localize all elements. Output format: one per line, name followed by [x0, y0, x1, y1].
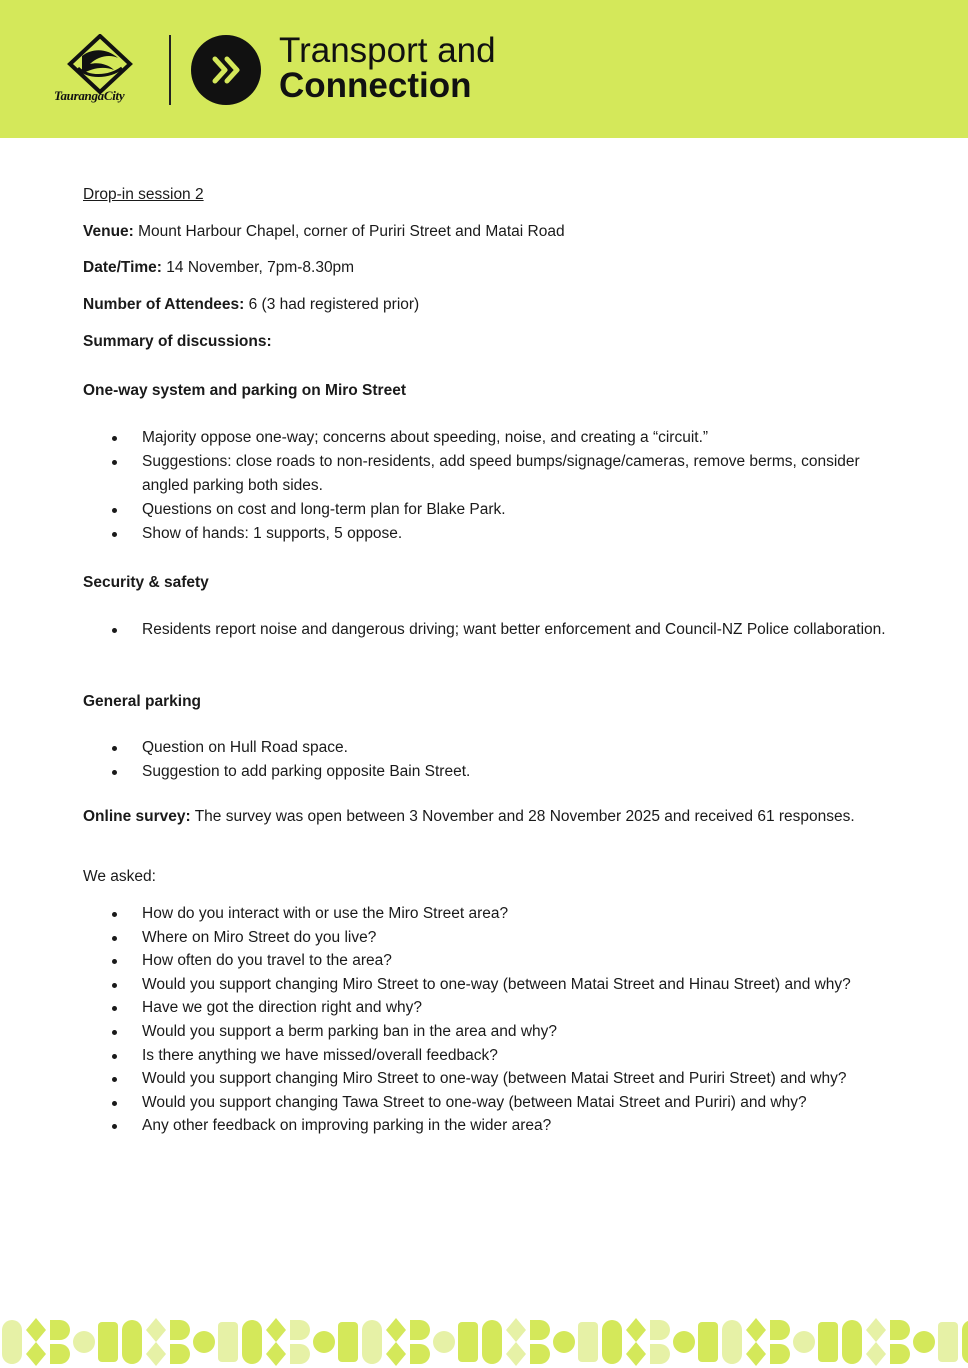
footer-pattern-shape [626, 1318, 646, 1366]
list-item: How often do you travel to the area? [83, 949, 893, 973]
session-heading: Drop-in session 2 [83, 186, 204, 203]
attendees-line [83, 293, 419, 317]
footer-pattern-shape [530, 1320, 550, 1364]
footer-pattern-shape [193, 1331, 215, 1353]
footer-pattern-shape [2, 1320, 22, 1364]
list-item: Any other feedback on improving parking in the wider area? [83, 1114, 893, 1138]
decorative-footer-pattern [0, 1316, 968, 1368]
footer-pattern-shape [433, 1331, 455, 1353]
footer-pattern-shape [362, 1320, 382, 1364]
double-chevron-right-icon [191, 35, 261, 105]
list-item: Questions on cost and long-term plan for Blake Park. [83, 498, 893, 522]
venue-label: Venue: [83, 223, 134, 240]
footer-pattern-shape [458, 1322, 478, 1362]
list-item: Is there anything we have missed/overall feedback? [83, 1044, 893, 1068]
footer-pattern-shape [170, 1320, 190, 1364]
footer-pattern-shape [650, 1320, 670, 1364]
footer-pattern-shape [146, 1318, 166, 1366]
list-item: Have we got the direction right and why? [83, 996, 893, 1020]
footer-pattern-shape [386, 1318, 406, 1366]
header-title-line1: Transport and [279, 31, 496, 70]
datetime-label: Date/Time: [83, 259, 162, 276]
footer-pattern-shape [122, 1320, 142, 1364]
org-name: TaurangaCity [54, 88, 125, 103]
page-header [0, 0, 968, 138]
footer-pattern-shape [338, 1322, 358, 1362]
footer-pattern-shape [890, 1320, 910, 1364]
footer-pattern-shape [938, 1322, 958, 1362]
attendees-value: 6 (3 had registered prior) [244, 296, 420, 313]
section-bullets [83, 426, 893, 546]
footer-pattern-shape [313, 1331, 335, 1353]
venue-value: Mount Harbour Chapel, corner of Puriri Street and Matai Road [133, 223, 565, 240]
list-item: How do you interact with or use the Miro Street area? [83, 902, 893, 926]
footer-pattern-shape [602, 1320, 622, 1364]
footer-pattern-shape [506, 1318, 526, 1366]
section-bullets [83, 618, 893, 642]
venue-line [83, 220, 565, 244]
footer-pattern-shape [866, 1318, 886, 1366]
datetime-line [83, 256, 354, 280]
attendees-label: Number of Attendees: [83, 296, 245, 313]
footer-pattern-shape [98, 1322, 118, 1362]
footer-pattern-shape [962, 1320, 968, 1364]
footer-pattern-shape [913, 1331, 935, 1353]
list-item: Majority oppose one-way; concerns about speeding, noise, and creating a “circuit.” [83, 426, 893, 450]
footer-pattern-shape [770, 1320, 790, 1364]
list-item: Residents report noise and dangerous driving; want better enforcement and Council-NZ Police collaboration. [83, 618, 893, 642]
footer-pattern-shape [793, 1331, 815, 1353]
header-divider [169, 35, 171, 105]
list-item: Would you support changing Miro Street to one-way (between Matai Street and Puriri Street) and why? [83, 1067, 893, 1091]
footer-pattern-shape [673, 1331, 695, 1353]
footer-pattern-shape [482, 1320, 502, 1364]
footer-pattern-shape [26, 1318, 46, 1366]
survey-paragraph [83, 805, 873, 829]
list-item: Question on Hull Road space. [83, 736, 893, 760]
survey-label: Online survey: [83, 808, 191, 825]
footer-pattern-shape [410, 1320, 430, 1364]
footer-pattern-shape [73, 1331, 95, 1353]
list-item: Would you support changing Tawa Street to one-way (between Matai Street and Puriri) and why? [83, 1091, 893, 1115]
footer-pattern-shape [746, 1318, 766, 1366]
footer-pattern-shape [698, 1322, 718, 1362]
section-bullets [83, 736, 893, 784]
footer-pattern-shape [553, 1331, 575, 1353]
footer-pattern-shape [242, 1320, 262, 1364]
asked-label: We asked: [83, 868, 156, 885]
survey-text: The survey was open between 3 November and 28 November 2025 and received 61 responses. [190, 808, 855, 825]
summary-label: Summary of discussions: [83, 333, 272, 350]
list-item: Suggestions: close roads to non-residents, add speed bumps/signage/cameras, remove berms, consider angled parking both sides. [83, 450, 893, 498]
list-item: Would you support a berm parking ban in the area and why? [83, 1020, 893, 1044]
section-title: One-way system and parking on Miro Street [83, 382, 406, 399]
header-title-line2: Connection [279, 66, 472, 105]
footer-pattern-shape [578, 1322, 598, 1362]
list-item: Suggestion to add parking opposite Bain Street. [83, 760, 893, 784]
footer-pattern-shape [50, 1320, 70, 1364]
survey-questions [83, 902, 893, 1138]
footer-pattern-shape [722, 1320, 742, 1364]
list-item: Where on Miro Street do you live? [83, 926, 893, 950]
datetime-value: 14 November, 7pm-8.30pm [161, 259, 355, 276]
section-title: General parking [83, 693, 202, 710]
footer-pattern-shape [290, 1320, 310, 1364]
list-item: Show of hands: 1 supports, 5 oppose. [83, 522, 893, 546]
footer-pattern-shape [818, 1322, 838, 1362]
footer-pattern-shape [218, 1322, 238, 1362]
footer-pattern-shape [266, 1318, 286, 1366]
footer-pattern-shape [842, 1320, 862, 1364]
section-title: Security & safety [83, 574, 209, 591]
list-item: Would you support changing Miro Street to one-way (between Matai Street and Hinau Street) and why? [83, 973, 893, 997]
